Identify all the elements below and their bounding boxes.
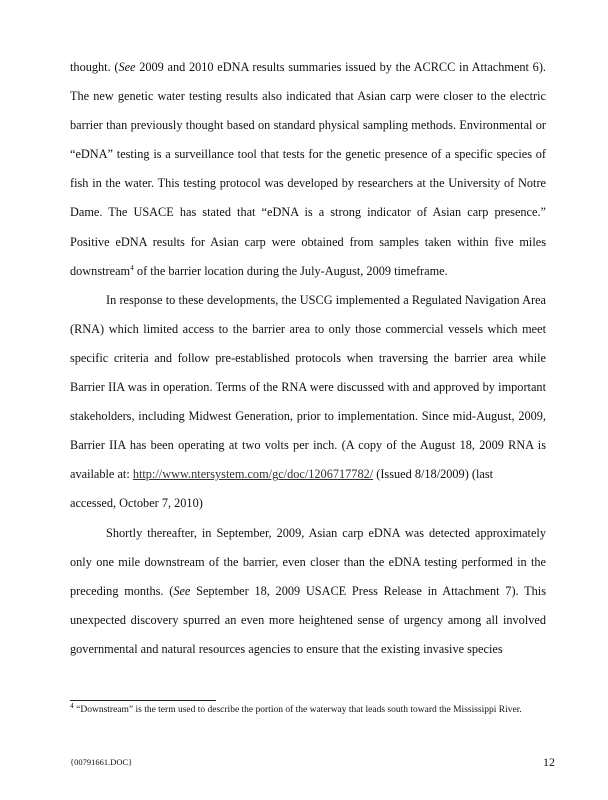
- body-line-11: specific criteria and follow pre-established protocols when traversing the barrier area while: [70, 350, 546, 365]
- footnote-divider: [70, 700, 216, 701]
- body-line-20: unexpected discovery spurred an even more heightened sense of urgency among all involved: [70, 612, 546, 627]
- body-line-7: Positive eDNA results for Asian carp were obtained from samples taken within five miles: [70, 234, 546, 249]
- document-id: {00791661.DOC}: [70, 757, 133, 767]
- body-line-10: (RNA) which limited access to the barrier area to only those commercial vessels which meet: [70, 321, 546, 336]
- footnote: [70, 700, 548, 716]
- body-line-3: barrier than previously thought based on standard physical sampling methods. Environmental or: [70, 118, 546, 133]
- footnote-number: 4: [70, 700, 74, 710]
- body-line-21: governmental and natural resources agencies to ensure that the existing invasive species: [70, 641, 503, 656]
- see-signal: See: [173, 583, 191, 598]
- see-signal: See: [118, 60, 136, 74]
- body-line-2: The new genetic water testing results also indicated that Asian carp were closer to the electric: [70, 89, 546, 104]
- page-number: 12: [543, 755, 555, 769]
- body-line-4: “eDNA” testing is a surveillance tool that tests for the genetic presence of a specific species of: [70, 147, 546, 162]
- body-line-15: available at: http://www.ntersystem.com/gc/doc/1206717782/ (Issued 8/18/2009) (last: [70, 467, 494, 482]
- body-line-19: preceding months. (See September 18, 2009 USACE Press Release in Attachment 7). This: [70, 583, 546, 598]
- body-line-14: Barrier IIA has been operating at two volts per inch. (A copy of the August 18, 2009 RNA is: [70, 438, 546, 453]
- footnote-ref[interactable]: 4: [130, 262, 134, 272]
- body-line-9: In response to these developments, the USCG implemented a Regulated Navigation Area: [106, 292, 546, 307]
- body-text: [70, 53, 546, 664]
- footnote-text: “Downstream” is the term used to describe the portion of the waterway that leads south toward the Mississippi River.: [73, 705, 522, 715]
- body-line-16: accessed, October 7, 2010): [70, 496, 203, 511]
- body-line-5: fish in the water. This testing protocol was developed by researchers at the University of Notre: [70, 176, 546, 191]
- body-line-17: Shortly thereafter, in September, 2009, Asian carp eDNA was detected approximately: [106, 525, 546, 540]
- body-line-1: thought. (See 2009 and 2010 eDNA results summaries issued by the ACRCC in Attachment 6).: [70, 60, 546, 74]
- body-line-18: only one mile downstream of the barrier, even closer than the eDNA testing performed in the: [70, 554, 546, 569]
- body-line-6: Dame. The USACE has stated that “eDNA is a strong indicator of Asian carp presence.”: [70, 205, 546, 220]
- body-line-12: Barrier IIA was in operation. Terms of the RNA were discussed with and approved by important: [70, 380, 546, 395]
- rna-link[interactable]: http://www.ntersystem.com/gc/doc/1206717782/: [132, 467, 374, 482]
- body-line-13: stakeholders, including Midwest Generation, prior to implementation. Since mid-August, 2009,: [70, 409, 546, 424]
- body-line-8: downstream$^4$ of the barrier location during the July-August, 2009 timeframe.: [70, 262, 448, 278]
